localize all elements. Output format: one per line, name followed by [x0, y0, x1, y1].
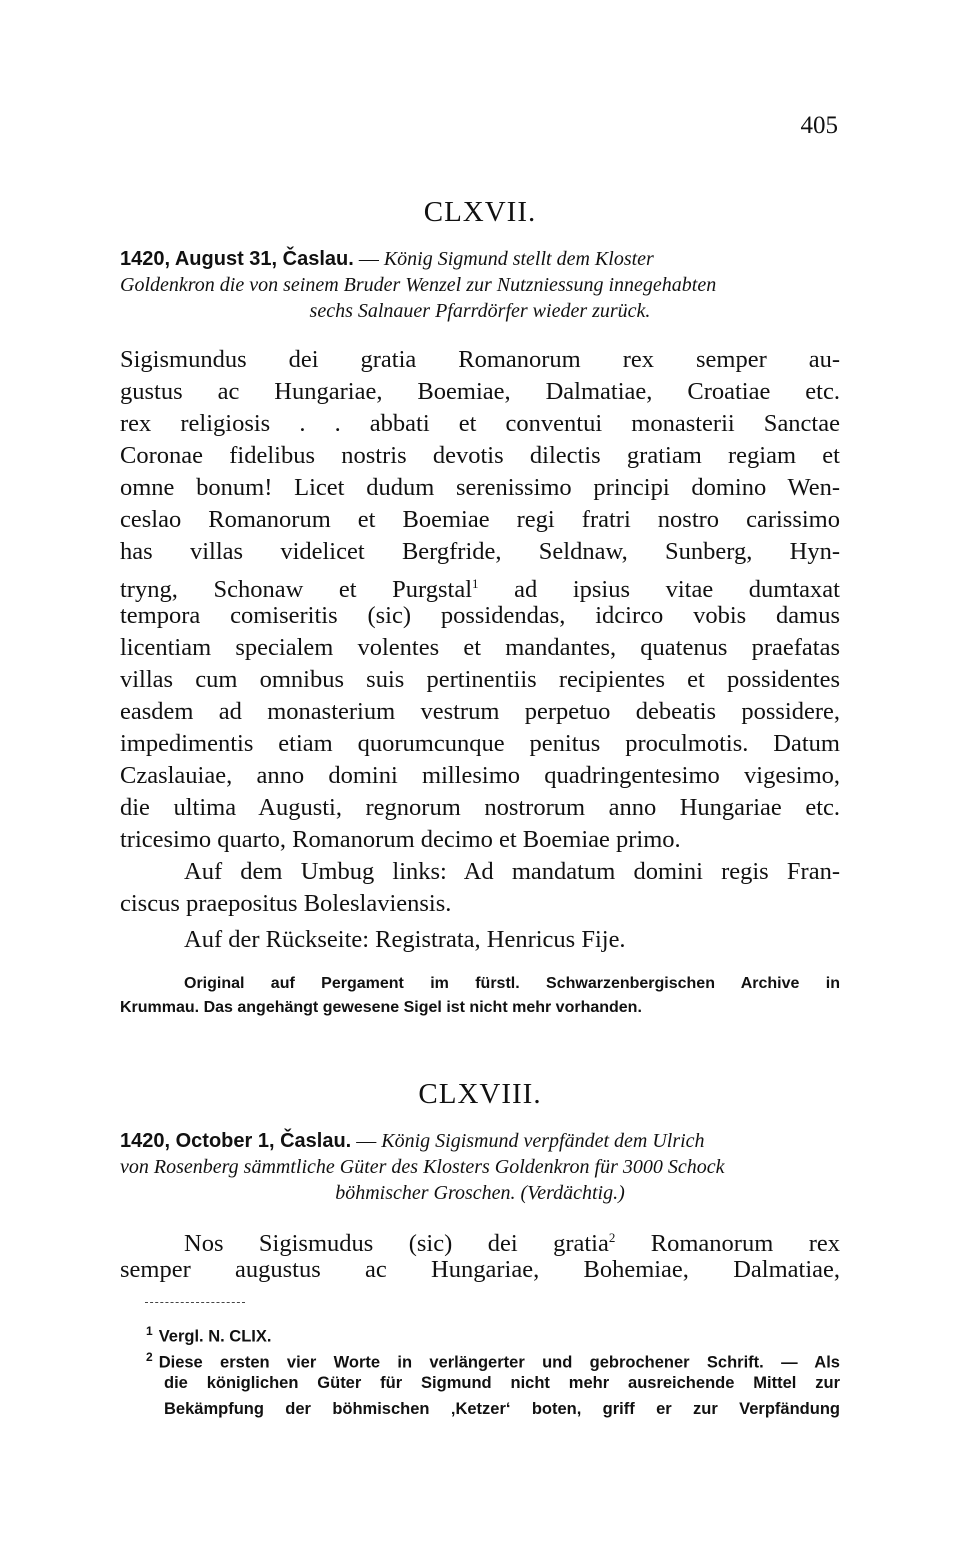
heading-summary-line-2: Goldenkron die von seinem Bruder Wenzel zur Nutzniessung innegehabten — [120, 274, 717, 296]
text-line: Czaslauiae, anno domini millesimo quadringentesimo vigesimo, — [120, 762, 840, 789]
document-number-167: CLXVII. — [423, 196, 537, 228]
text-line: easdem ad monasterium vestrum perpetuo debeatis possidere, — [120, 698, 840, 725]
text-line: has villas videlicet Bergfride, Seldnaw, Sunberg, Hyn- — [120, 538, 840, 565]
document-text-168 — [120, 1222, 840, 1286]
footnote-1 — [146, 1318, 840, 1344]
text-line: tricesimo quarto, Romanorum decimo et Boemiae primo. — [120, 826, 681, 853]
heading-date: 1420, August 31, Časlau. — [120, 248, 354, 270]
heading-summary: König Sigmund stellt dem Kloster — [383, 248, 654, 270]
heading-summary-line-2: von Rosenberg sämmtliche Güter des Klosters Goldenkron für 3000 Schock — [120, 1156, 725, 1178]
text-line-with-footnote — [120, 1222, 840, 1258]
text-line: gustus ac Hungariae, Boemiae, Dalmatiae, Croatiae etc. — [120, 378, 840, 405]
document-heading-168 — [120, 1128, 840, 1206]
footnote-text: Diese ersten vier Worte in verlängerter und gebrochener Schrift. — Als — [158, 1353, 840, 1372]
footnote-2-line-2: die königlichen Güter für Sigmund nicht mehr ausreichende Mittel zur — [164, 1374, 840, 1392]
text-line: Sigismundus dei gratia Romanorum rex semper au- — [120, 346, 840, 373]
text-fragment: tryng, Schonaw et Purgstal — [120, 576, 472, 604]
text-line: ceslao Romanorum et Boemiae regi fratri nostro carissimo — [120, 506, 840, 533]
footnote-mark: 2 — [146, 1350, 153, 1364]
footnote-ref-2: 2 — [608, 1230, 616, 1245]
text-line: villas cum omnibus suis pertinentiis recipientes et possidentes — [120, 666, 840, 693]
heading-dash: — — [351, 1130, 382, 1152]
footnotes — [146, 1318, 840, 1422]
text-line: semper augustus ac Hungariae, Bohemiae, Dalmatiae, — [120, 1256, 840, 1283]
footnote-divider — [145, 1302, 245, 1303]
heading-date: 1420, October 1, Časlau. — [120, 1130, 352, 1152]
footnote-mark: 1 — [146, 1324, 153, 1338]
rueckseite-line: Auf der Rückseite: Registrata, Henricus Fije. — [184, 926, 626, 953]
text-line: Coronae fidelibus nostris devotis dilectis gratiam regiam et — [120, 442, 840, 469]
umbug-line-2: ciscus praepositus Boleslaviensis. — [120, 890, 452, 917]
text-line: tempora comiseritis (sic) possidendas, idcirco vobis damus — [120, 602, 840, 629]
text-fragment: Nos Sigismudus (sic) dei gratia — [184, 1230, 609, 1258]
umbug-line-1: Auf dem Umbug links: Ad mandatum domini regis Fran- — [184, 858, 840, 885]
document-number-168: CLXVIII. — [418, 1078, 542, 1110]
note-line-2: Krummau. Das angehängt gewesene Sigel ist nicht mehr vorhanden. — [120, 999, 642, 1016]
footnote-ref-1: 1 — [472, 576, 479, 591]
note-line-1: Original auf Pergament im fürstl. Schwarzenbergischen Archive in — [184, 975, 840, 992]
footnote-2-line-1 — [146, 1344, 840, 1370]
text-line: licentiam specialem volentes et mandantes, quatenus praefatas — [120, 634, 840, 661]
text-line: omne bonum! Licet dudum serenissimo principi domino Wen- — [120, 474, 840, 501]
heading-dash: — — [353, 248, 384, 270]
heading-summary-line-3: böhmischer Groschen. (Verdächtig.) — [335, 1182, 625, 1204]
document-text-167 — [120, 344, 840, 956]
footnote-2-line-3: Bekämpfung der böhmischen ‚Ketzer‘ boten, griff er zur Verpfändung — [164, 1400, 840, 1418]
text-line: die ultima Augusti, regnorum nostrorum anno Hungariae etc. — [120, 794, 840, 821]
text-line: rex religiosis . . abbati et conventui monasterii Sanctae — [120, 410, 840, 437]
page-number: 405 — [800, 112, 838, 139]
document-heading-167 — [120, 246, 840, 324]
text-fragment: Romanorum rex — [615, 1230, 840, 1258]
footnote-text: Vergl. N. CLIX. — [158, 1327, 272, 1346]
text-line-with-footnote — [120, 568, 840, 604]
archive-note-167 — [120, 972, 840, 1020]
text-line: impedimentis etiam quorumcunque penitus proculmotis. Datum — [120, 730, 840, 757]
heading-summary: König Sigismund verpfändet dem Ulrich — [381, 1130, 705, 1152]
text-fragment: ad ipsius vitae dumtaxat — [478, 576, 840, 604]
heading-summary-line-3: sechs Salnauer Pfarrdörfer wieder zurück. — [309, 300, 651, 322]
